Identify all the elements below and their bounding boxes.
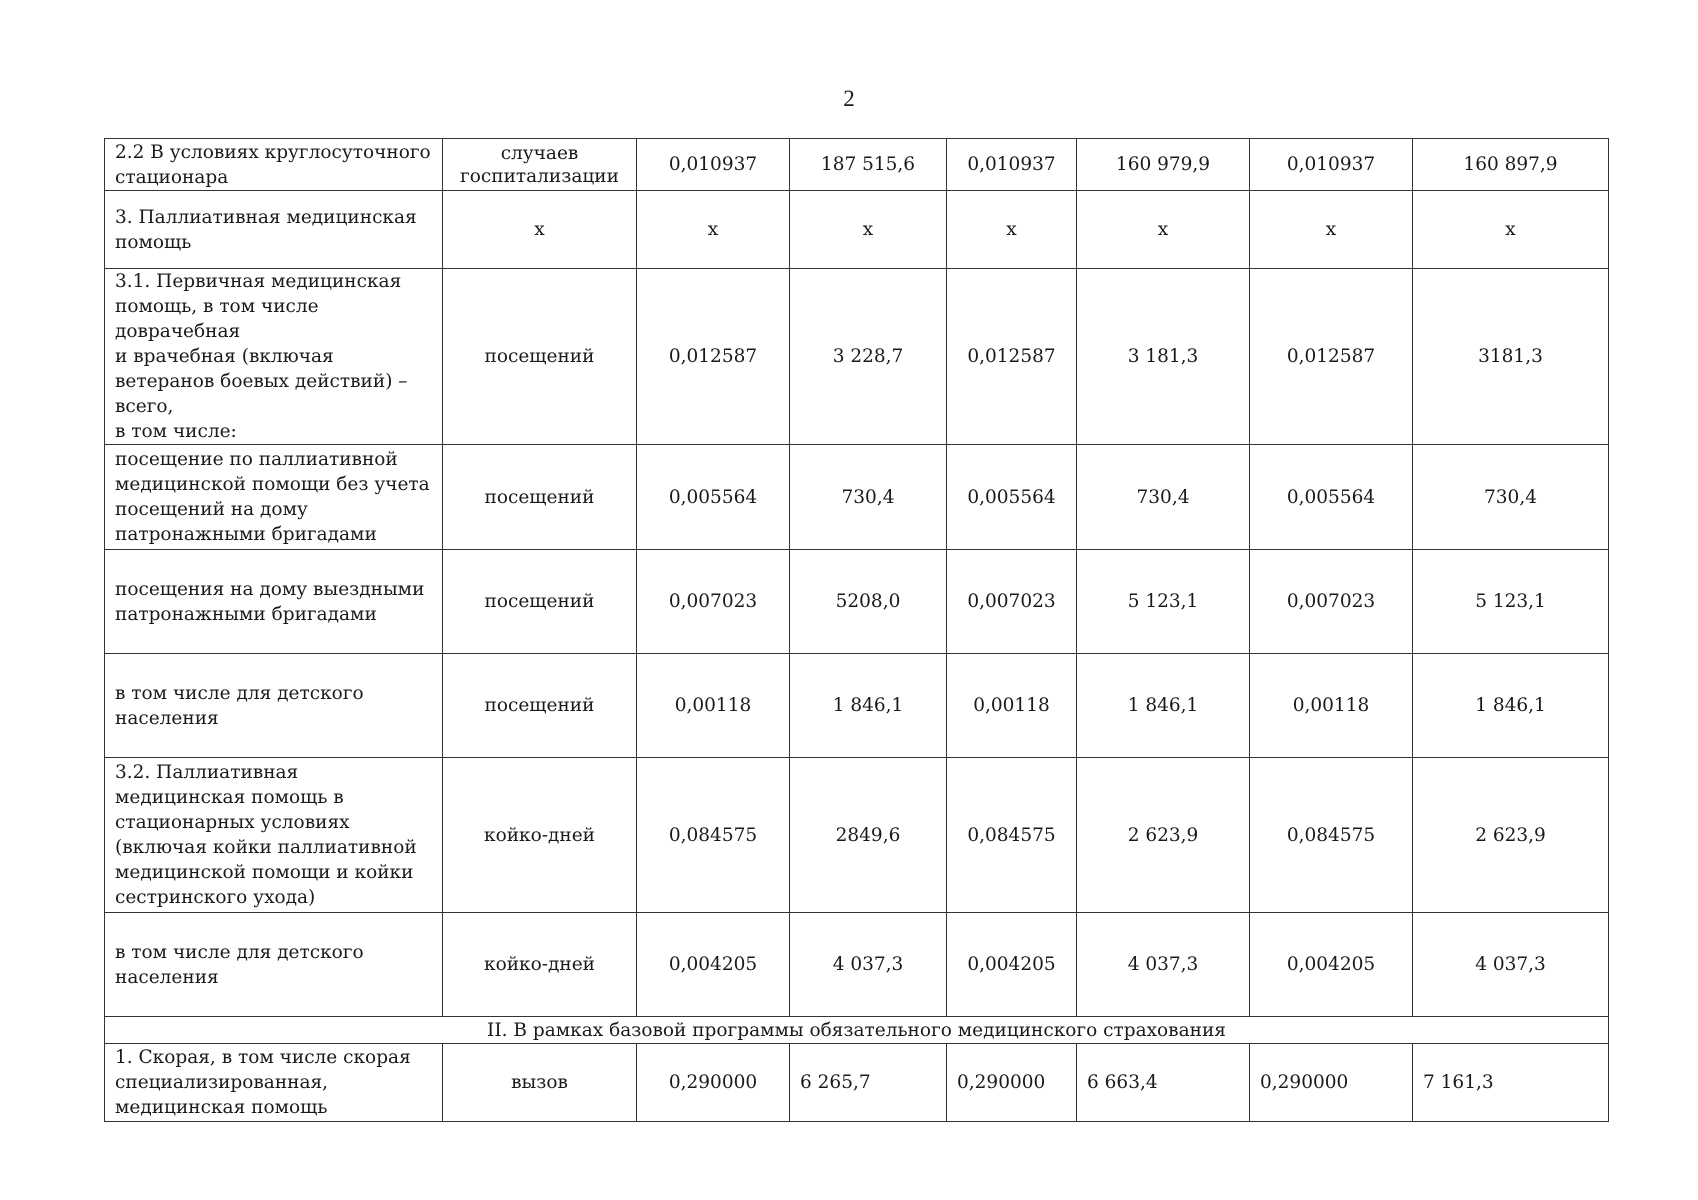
- table-row: [105, 139, 1609, 191]
- cell-value: 0,084575: [1250, 758, 1413, 913]
- cell-value: 0,004205: [947, 913, 1077, 1017]
- cell-value: 4 037,3: [1413, 913, 1609, 1017]
- row-name: посещения на дому выездными патронажными бригадами: [105, 550, 443, 654]
- page-number: 2: [843, 86, 855, 111]
- table-row: [105, 550, 1609, 654]
- row-unit: посещений: [443, 269, 637, 445]
- cell-value: 2 623,9: [1077, 758, 1250, 913]
- cell-value: 1 846,1: [790, 654, 947, 758]
- cell-value: 160 979,9: [1077, 139, 1250, 191]
- cell-value: 2849,6: [790, 758, 947, 913]
- row-name: 3.1. Первичная медицинская помощь, в том числе доврачебная и врачебная (включая ветеранов боевых действий) – всего, в том числе:: [105, 269, 443, 445]
- row-unit: посещений: [443, 445, 637, 550]
- row-unit: посещений: [443, 654, 637, 758]
- table-row: [105, 191, 1609, 269]
- cell-value: 0,00118: [1250, 654, 1413, 758]
- row-name: 3. Паллиативная медицинская помощь: [105, 191, 443, 269]
- cell-value: 0,012587: [637, 269, 790, 445]
- cell-value: 4 037,3: [1077, 913, 1250, 1017]
- table-row: [105, 445, 1609, 550]
- cell-value: 1 846,1: [1077, 654, 1250, 758]
- cell-value: 730,4: [790, 445, 947, 550]
- table-row: [105, 269, 1609, 445]
- cell-value: 0,00118: [637, 654, 790, 758]
- cell-value: 0,005564: [1250, 445, 1413, 550]
- row-name: 2.2 В условиях круглосуточного стационара: [105, 139, 443, 191]
- cell-value: 0,010937: [637, 139, 790, 191]
- row-unit: случаев госпитализации: [443, 139, 637, 191]
- table-row: [105, 654, 1609, 758]
- cell-value: 0,010937: [1250, 139, 1413, 191]
- row-unit: койко-дней: [443, 758, 637, 913]
- cell-value: 0,004205: [1250, 913, 1413, 1017]
- cell-value: 0,005564: [947, 445, 1077, 550]
- cell-value: 4 037,3: [790, 913, 947, 1017]
- row-unit: х: [443, 191, 637, 269]
- cell-value: 1 846,1: [1413, 654, 1609, 758]
- row-name: 1. Скорая, в том числе скорая специализированная, медицинская помощь: [105, 1044, 443, 1122]
- row-name: в том числе для детского населения: [105, 654, 443, 758]
- table-row: [105, 913, 1609, 1017]
- cell-value: х: [1250, 191, 1413, 269]
- cell-value: х: [790, 191, 947, 269]
- row-name: посещение по паллиативной медицинской помощи без учета посещений на дому патронажными бригадами: [105, 445, 443, 550]
- cell-value: 7 161,3: [1413, 1044, 1609, 1122]
- cell-value: 0,084575: [947, 758, 1077, 913]
- table-row: [105, 1044, 1609, 1122]
- cell-value: 0,007023: [637, 550, 790, 654]
- cell-value: 0,290000: [637, 1044, 790, 1122]
- cell-value: х: [1413, 191, 1609, 269]
- cell-value: 0,012587: [1250, 269, 1413, 445]
- row-unit: вызов: [443, 1044, 637, 1122]
- table-row: [105, 758, 1609, 913]
- cell-value: 0,290000: [1250, 1044, 1413, 1122]
- cell-value: 3 228,7: [790, 269, 947, 445]
- cell-value: 730,4: [1413, 445, 1609, 550]
- cell-value: 6 663,4: [1077, 1044, 1250, 1122]
- cell-value: 3 181,3: [1077, 269, 1250, 445]
- cell-value: х: [947, 191, 1077, 269]
- cell-value: 5 123,1: [1077, 550, 1250, 654]
- row-name: 3.2. Паллиативная медицинская помощь в стационарных условиях (включая койки паллиативной медицинской помощи и койки сестринского ухода): [105, 758, 443, 913]
- row-name: в том числе для детского населения: [105, 913, 443, 1017]
- cell-value: 0,010937: [947, 139, 1077, 191]
- cell-value: 2 623,9: [1413, 758, 1609, 913]
- cell-value: 187 515,6: [790, 139, 947, 191]
- cell-value: 160 897,9: [1413, 139, 1609, 191]
- cell-value: х: [637, 191, 790, 269]
- section-header: II. В рамках базовой программы обязательного медицинского страхования: [105, 1017, 1609, 1044]
- section-header-row: [105, 1017, 1609, 1044]
- cell-value: х: [1077, 191, 1250, 269]
- cell-value: 730,4: [1077, 445, 1250, 550]
- cell-value: 5 123,1: [1413, 550, 1609, 654]
- cell-value: 0,290000: [947, 1044, 1077, 1122]
- cell-value: 0,005564: [637, 445, 790, 550]
- cell-value: 0,00118: [947, 654, 1077, 758]
- cell-value: 0,012587: [947, 269, 1077, 445]
- row-unit: койко-дней: [443, 913, 637, 1017]
- cell-value: 0,007023: [947, 550, 1077, 654]
- cell-value: 5208,0: [790, 550, 947, 654]
- cell-value: 0,007023: [1250, 550, 1413, 654]
- cell-value: 0,084575: [637, 758, 790, 913]
- data-table: [104, 138, 1609, 1122]
- cell-value: 3181,3: [1413, 269, 1609, 445]
- cell-value: 0,004205: [637, 913, 790, 1017]
- row-unit: посещений: [443, 550, 637, 654]
- cell-value: 6 265,7: [790, 1044, 947, 1122]
